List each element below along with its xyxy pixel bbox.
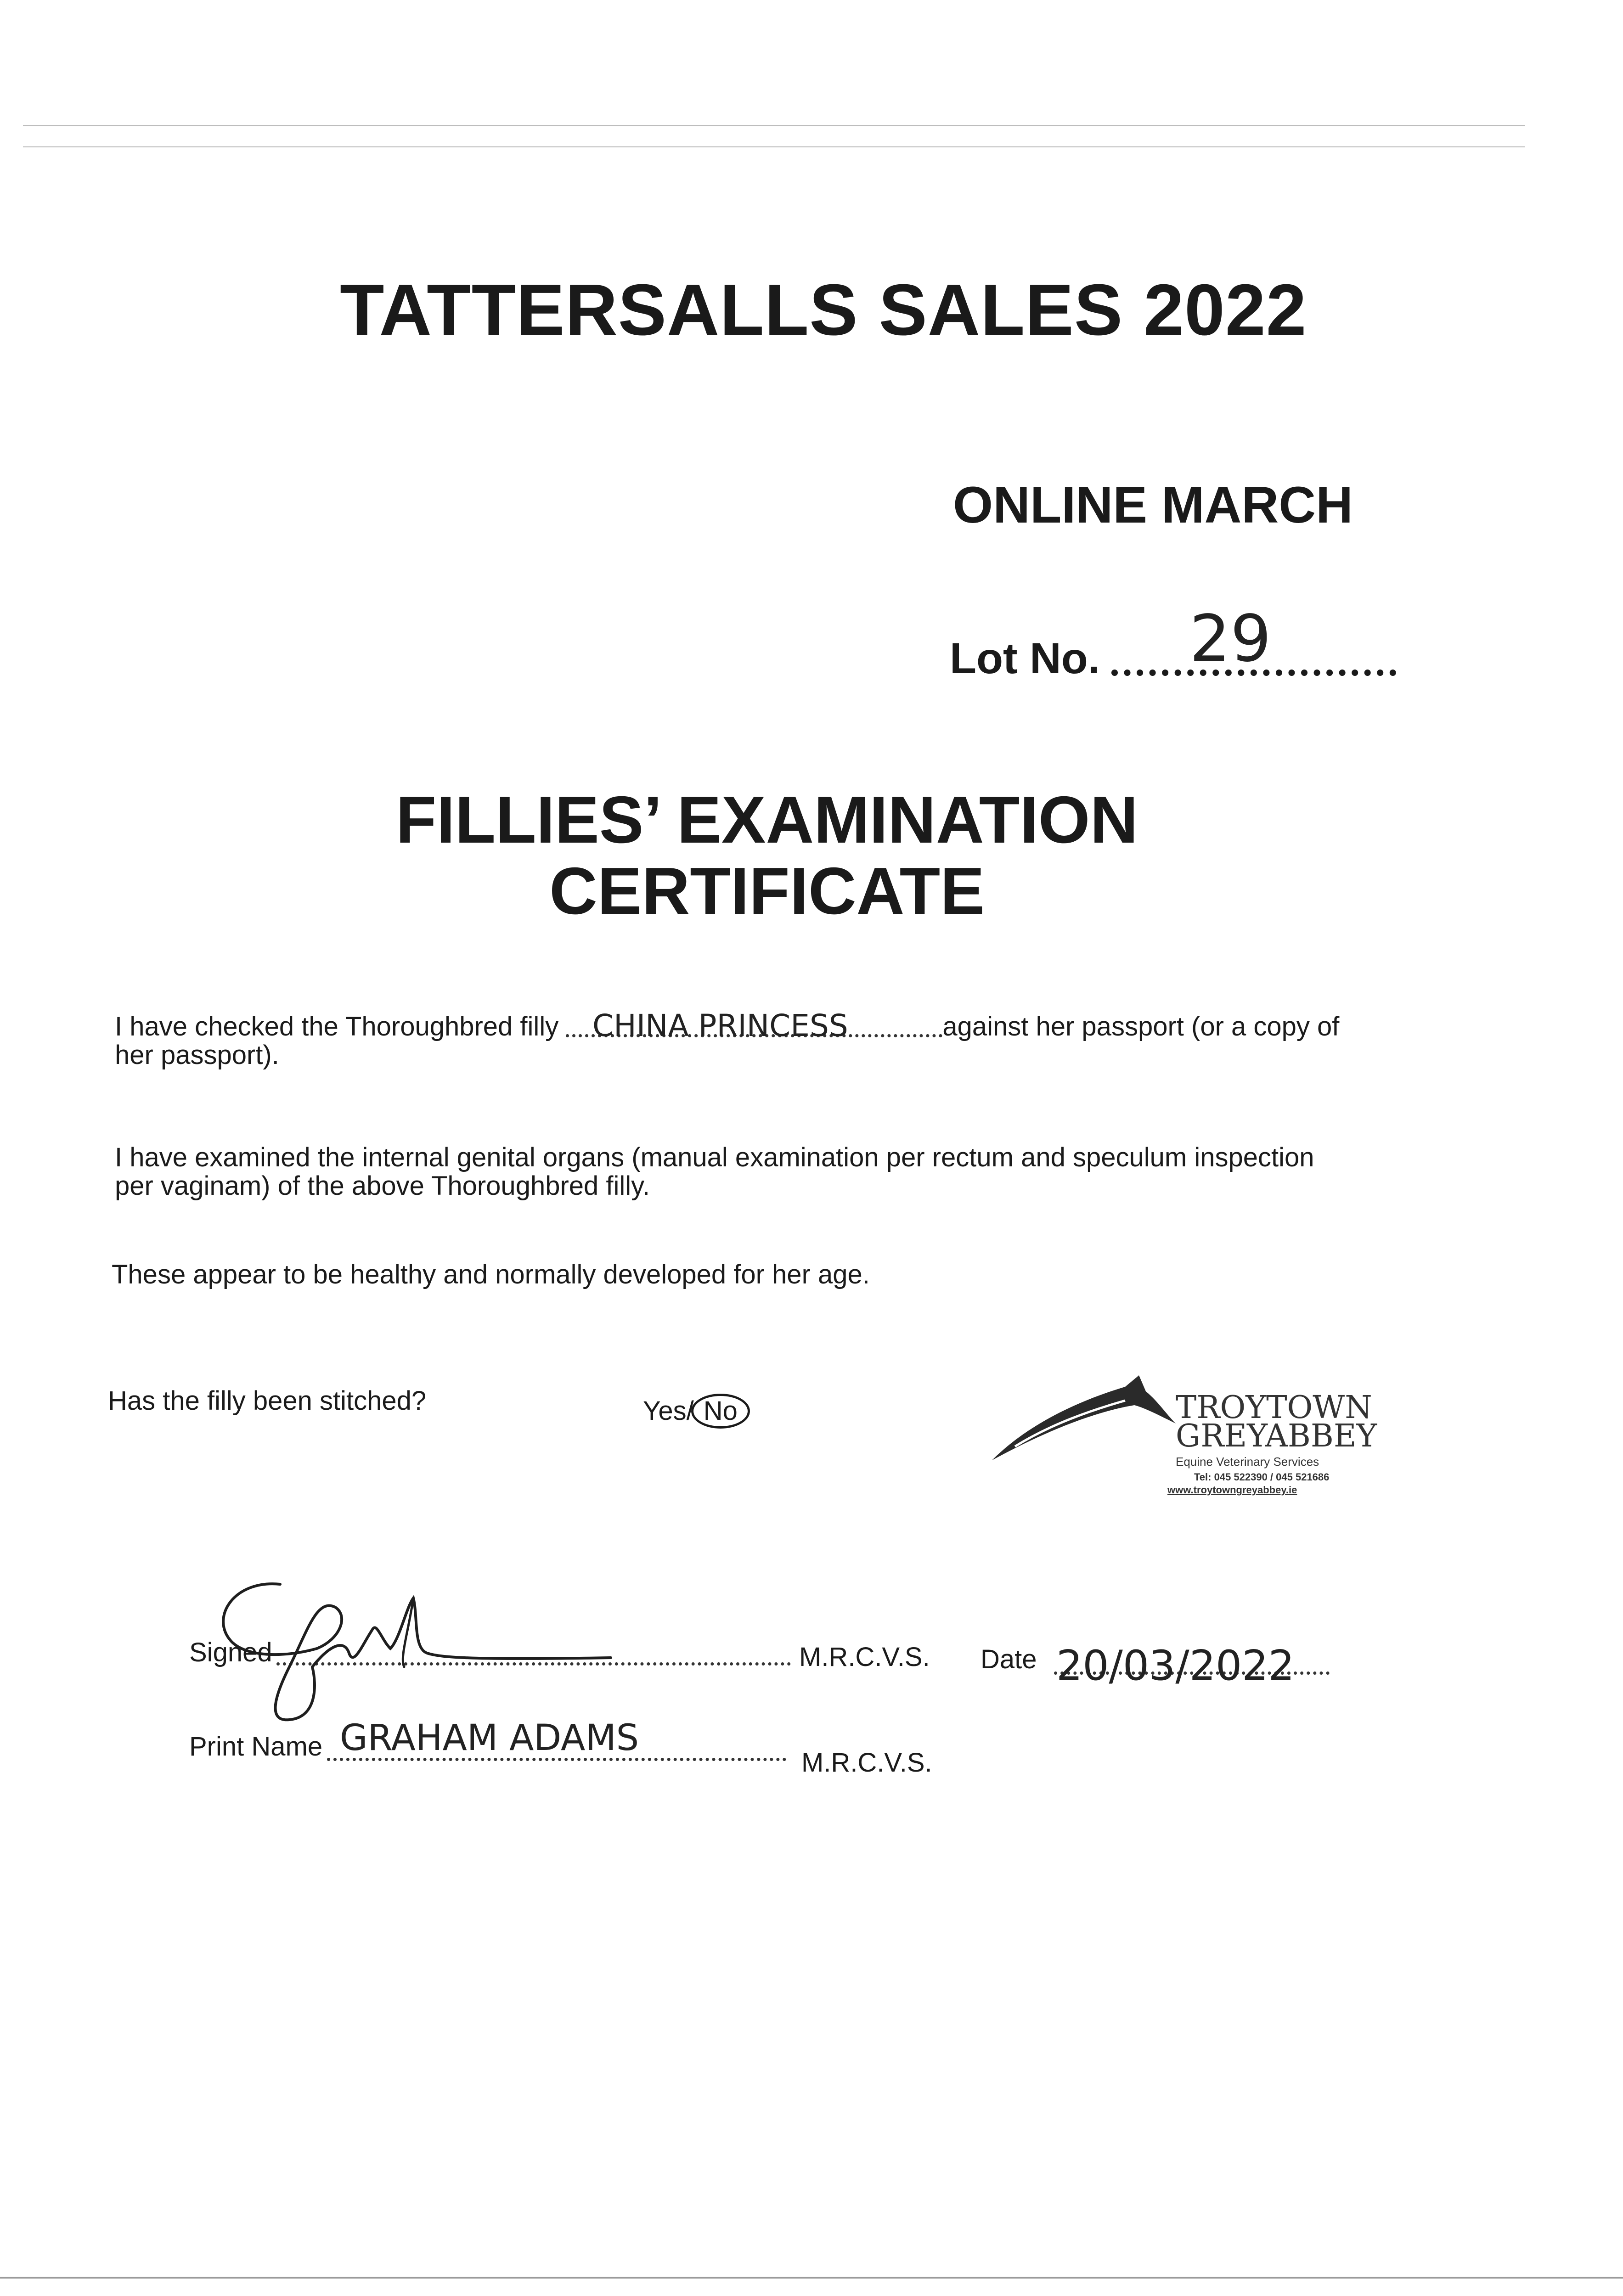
stamp-line2: GREYABBEY <box>1176 1418 1377 1454</box>
top-scan-edge <box>23 125 1525 126</box>
stitched-answer <box>643 1394 750 1429</box>
stamp-line1: TROYTOWN <box>1176 1390 1372 1426</box>
p2-line1: I have examined the internal genital organs (manual examination per rectum and speculum inspection <box>115 1142 1314 1172</box>
stamp-line3: Equine Veterinary Services <box>1176 1455 1319 1469</box>
sale-name: ONLINE MARCH <box>953 476 1353 534</box>
stamp-tel: Tel: 045 522390 / 045 521686 <box>1194 1471 1330 1483</box>
print-name-label: Print Name <box>189 1732 323 1761</box>
p1-text-after: against her passport (or a copy of <box>942 1012 1340 1041</box>
bottom-scan-edge <box>0 2277 1623 2279</box>
certificate-title-line2: CERTIFICATE <box>549 854 985 928</box>
paragraph-health-statement: These appear to be healthy and normally developed for her age. <box>112 1260 870 1289</box>
mrcvs-label-signed: M.R.C.V.S. <box>799 1642 930 1672</box>
p1-text-line2: her passport). <box>115 1040 279 1070</box>
date-value: 20/03/2022 <box>1056 1642 1295 1690</box>
filly-name-value: CHINA PRINCESS <box>592 1008 848 1043</box>
handwritten-signature <box>197 1561 634 1736</box>
answer-no-circled: No <box>691 1394 750 1429</box>
signed-label: Signed <box>189 1638 272 1667</box>
certificate-title-line1: FILLIES’ EXAMINATION <box>395 782 1138 857</box>
lot-number-value: 29 <box>1189 602 1272 676</box>
mrcvs-label-print: M.R.C.V.S. <box>801 1748 932 1778</box>
p2-line2: per vaginam) of the above Thoroughbred filly. <box>115 1171 650 1201</box>
answer-yes: Yes/ <box>643 1396 694 1426</box>
practice-stamp <box>987 1373 1378 1511</box>
top-scan-edge-2 <box>23 146 1525 147</box>
lot-number-label: Lot No. <box>950 634 1100 683</box>
stamp-web: www.troytowngreyabbey.ie <box>1167 1484 1297 1496</box>
horse-head-logo <box>987 1373 1180 1465</box>
date-label: Date <box>981 1644 1037 1674</box>
document-title: TATTERSALLS SALES 2022 <box>340 270 1307 350</box>
paragraph-examination <box>115 1143 1314 1200</box>
print-name-value: GRAHAM ADAMS <box>340 1717 639 1759</box>
lot-number-field <box>950 634 1396 684</box>
stitched-question: Has the filly been stitched? <box>108 1386 427 1416</box>
p1-text-before: I have checked the Thoroughbred filly <box>115 1012 559 1041</box>
